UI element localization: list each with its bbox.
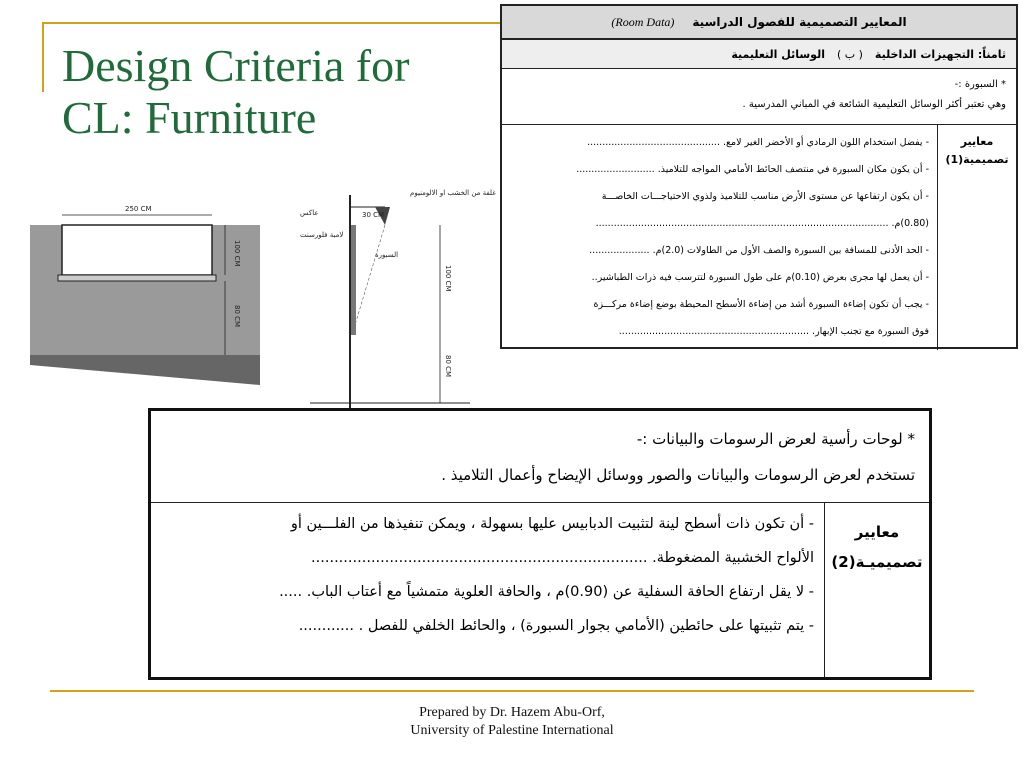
height-dimension-label: 100 CM — [233, 240, 241, 267]
footer-institution: University of Palestine International — [410, 723, 614, 738]
section-mid: ( ب ) — [836, 47, 863, 61]
criteria-list — [151, 503, 824, 677]
criteria-item: فوق السبورة مع تجنب الإبهار. ............................................................... — [618, 326, 929, 337]
footer — [0, 704, 1024, 740]
display-boards-table — [148, 408, 932, 680]
light-ray — [352, 225, 385, 335]
board-intro-text: وهي تعتبر أكثر الوسائل التعليمية الشائعة في المباني المدرسية . — [742, 99, 1006, 110]
criteria-item: - أن تكون ذات أسطح لينة لتثبيت الدبابيس عليها بسهولة ، ويمكن تنفيذها من الفلـــين أو — [290, 516, 814, 532]
room-data-title-ar: المعايير التصميمية للفصول الدراسية — [692, 15, 907, 29]
criteria-item: - يتم تثبيتها على حائطين (الأمامي بجوار السبورة) ، والحائط الخلفي للفصل . ............ — [298, 618, 814, 634]
display-criteria-row — [151, 503, 929, 677]
board-rect — [62, 225, 212, 275]
criteria-item: (0.80)م. ................................................................................................. — [595, 218, 929, 229]
floor-strip — [30, 355, 260, 385]
room-data-header — [502, 6, 1016, 40]
lamp-label: لامبة فلورسنت — [300, 231, 344, 239]
slide-title: Design Criteria for CL: Furniture — [62, 40, 410, 143]
floor-dimension-label: 80 CM — [233, 305, 241, 328]
floor-dimension-label: 80 CM — [444, 355, 452, 378]
board-section — [351, 225, 356, 335]
criteria-list — [502, 125, 937, 350]
section-label: ثامناً: التجهيزات الداخلية — [874, 47, 1006, 61]
board-criteria-row — [502, 125, 1016, 350]
footer-divider — [50, 690, 974, 692]
reflector-label: عاكس — [300, 209, 319, 217]
width-dimension-label: 250 CM — [125, 205, 152, 213]
small-dimension-label: 30 CM — [362, 211, 385, 219]
criteria-item: - لا يقل ارتفاع الحافة السفلية عن (0.90)م ، والحافة العلوية متمشياً مع أعتاب الباب. ..... — [279, 584, 814, 600]
footer-author: Prepared by Dr. Hazem Abu-Orf, — [419, 705, 605, 720]
criteria-item: الألواح الخشبية المضغوطة. ......................................................................... — [311, 550, 814, 566]
section-end: الوسائل التعليمية — [731, 47, 825, 61]
display-boards-heading: * لوحات رأسية لعرض الرسومات والبيانات :- — [636, 430, 915, 448]
criteria-item: - أن يعمل لها مجرى بعرض (0.10)م على طول السبورة لتترسب فيه ذرات الطباشير.. — [591, 272, 929, 283]
top-label: غلفة من الخشب او الالومنيوم — [410, 189, 496, 197]
display-boards-intro — [151, 411, 929, 503]
board-elevation-drawing — [30, 195, 260, 385]
room-data-title-en: (Room Data) — [611, 14, 675, 29]
title-accent-top-line — [42, 22, 502, 24]
criteria-label: معايير تصميمية(1) — [937, 125, 1016, 350]
room-data-section — [502, 40, 1016, 69]
criteria-item: - يجب أن تكون إضاءة السبورة أشد من إضاءة الأسطح المحيطة بوضع إضاءة مركـــزة — [593, 299, 929, 310]
board-section-drawing — [290, 185, 496, 410]
room-data-table — [500, 4, 1018, 349]
criteria-item: - أن يكون ارتفاعها عن مستوى الأرض مناسب للتلاميذ ولذوي الاحتياجـــات الخاصـــة — [601, 191, 929, 202]
criteria-item: - يفضل استخدام اللون الرمادي أو الأخضر الغير لامع. ............................................ — [587, 137, 929, 148]
title-accent-left-line — [42, 22, 44, 92]
board-label: السبورة — [375, 251, 399, 259]
criteria-item: - أن يكون مكان السبورة في منتصف الحائط الأمامي المواجه للتلاميذ. .......................... — [576, 164, 929, 175]
criteria-label: معايير تصميميـة(2) — [824, 503, 929, 677]
board-intro-heading: * السبورة :- — [954, 79, 1006, 90]
chalk-tray — [58, 275, 216, 281]
board-intro — [502, 69, 1016, 125]
display-boards-text: تستخدم لعرض الرسومات والبيانات والصور ووسائل الإيضاح وأعمال التلاميذ . — [441, 466, 915, 484]
criteria-item: - الحد الأدنى للمسافة بين السبورة والصف الأول من الطاولات (2.0)م. .................... — [589, 245, 929, 256]
board-dimension-label: 100 CM — [444, 265, 452, 292]
